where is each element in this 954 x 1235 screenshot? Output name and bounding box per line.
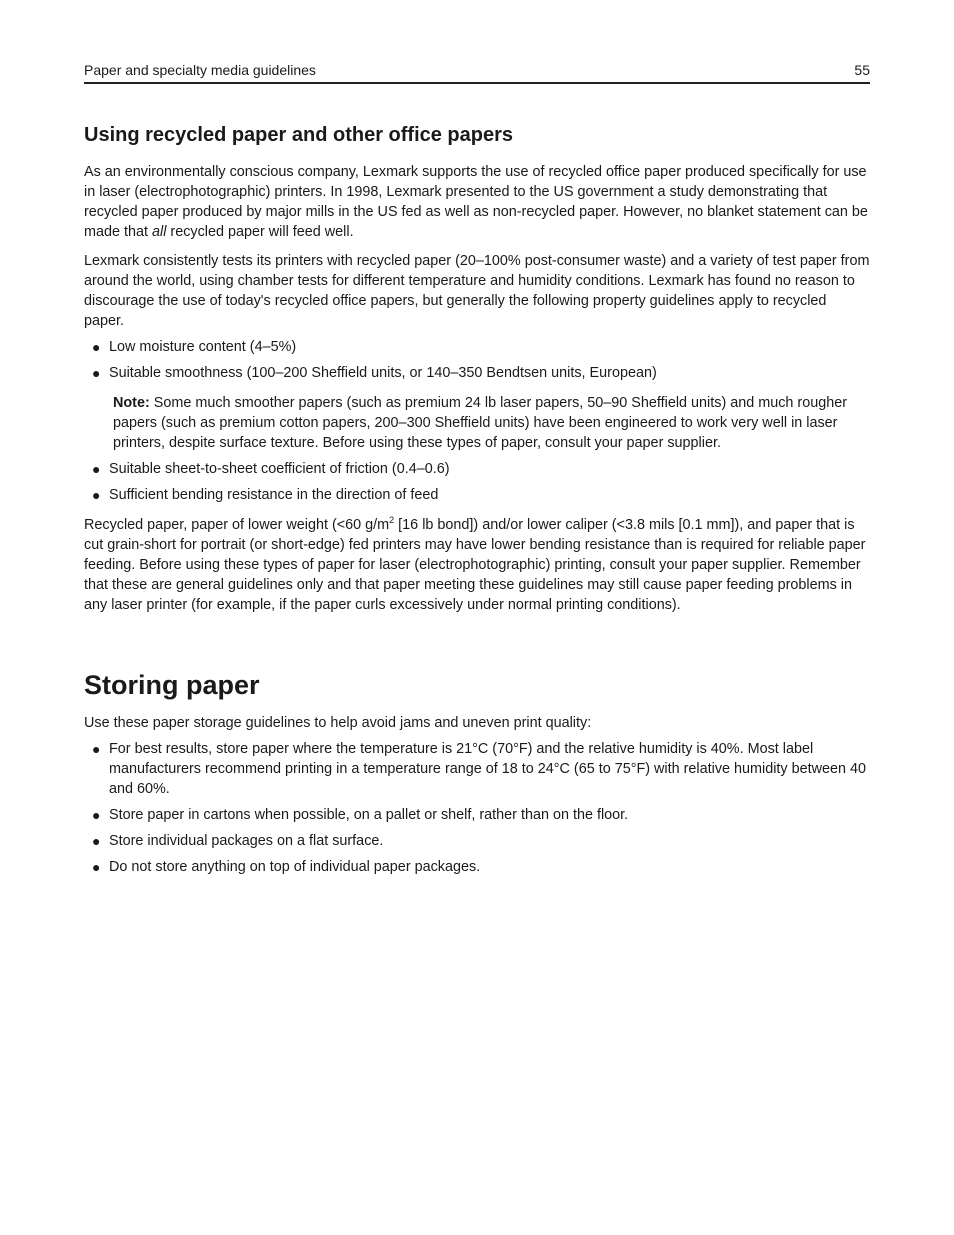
bullet-icon: ●	[92, 365, 101, 381]
list-item-text: For best results, store paper where the temperature is 21°C (70°F) and the relative humidity is 40%. Most label manufacturers recommend printing in a temperature range of 18 to 24°C (65 to 75°F) with relative humidity between 40 and 60%.	[109, 741, 867, 797]
recycled-paragraph-3-text-a: Recycled paper, paper of lower weight (<60 g/m	[84, 517, 390, 533]
bullet-icon: ●	[92, 859, 101, 875]
section-heading-recycled: Using recycled paper and other office papers	[84, 124, 514, 146]
header-page-number: 55	[854, 62, 870, 78]
note-block	[113, 393, 870, 453]
header-section-title: Paper and specialty media guidelines	[84, 62, 316, 78]
recycled-paragraph-3-text-b: [16 lb bond]) and/or lower caliper (<3.8 mils [0.1 mm]), and paper that is cut grain-short for portrait (or short-edge) fed printers may have lower bending resistance than is required for reliable paper feeding. Before using these types of paper for laser (electrophotographic) printing, consult your paper supplier. Remember that these are general guidelines only and that paper meeting these guidelines may still cause paper feeding problems in any laser printer (for example, if the paper curls excessively under normal printing conditions).	[84, 517, 866, 613]
recycled-paragraph-1-text-a: As an environmentally conscious company, Lexmark supports the use of recycled office paper produced specifically for use in laser (electrophotographic) printers. In 1998, Lexmark presented to the US government a study demonstrating that recycled paper produced by major mills in the US fed as well as non-recycled paper. However, no blanket statement can be made that	[84, 164, 868, 240]
list-item-text: Store paper in cartons when possible, on a pallet or shelf, rather than on the floor.	[109, 807, 629, 823]
superscript: 2	[389, 515, 395, 526]
list-item-text: Suitable sheet-to-sheet coefficient of friction (0.4–0.6)	[109, 461, 450, 477]
list-item-text: Store individual packages on a flat surface.	[109, 833, 384, 849]
list-item-text: Low moisture content (4–5%)	[109, 339, 297, 355]
list-item-text: Suitable smoothness (100–200 Sheffield units, or 140–350 Bendtsen units, European)	[109, 365, 657, 381]
recycled-paragraph-2: Lexmark consistently tests its printers with recycled paper (20–100% post-consumer waste) and a variety of test paper from around the world, using chamber tests for different temperature and humidity conditions. Lexmark has found no reason to discourage the use of today's recycled office papers, but generally the following property guidelines apply to recycled paper.	[84, 253, 870, 329]
page-header	[84, 60, 870, 84]
bullet-icon: ●	[92, 741, 101, 757]
bullet-icon: ●	[92, 833, 101, 849]
section-heading-storing: Storing paper	[84, 670, 260, 700]
storing-intro: Use these paper storage guidelines to help avoid jams and uneven print quality:	[84, 715, 592, 731]
note-text: Some much smoother papers (such as premium 24 lb laser papers, 50–90 Sheffield units) and much rougher papers (such as premium cotton papers, 200–300 Sheffield units) have been engineered to work very well in laser printers, despite surface texture. Before using these types of paper, consult your paper supplier.	[113, 395, 848, 451]
recycled-paragraph-1-emphasis: all	[152, 224, 167, 240]
bullet-icon: ●	[92, 807, 101, 823]
note-label: Note:	[113, 395, 150, 411]
recycled-paragraph-3	[84, 515, 870, 615]
bullet-icon: ●	[92, 339, 101, 355]
recycled-paragraph-1-text-b: recycled paper will feed well.	[166, 224, 354, 240]
list-item-text: Sufficient bending resistance in the direction of feed	[109, 487, 439, 503]
list-item-text: Do not store anything on top of individual paper packages.	[109, 859, 481, 875]
bullet-icon: ●	[92, 461, 101, 477]
bullet-icon: ●	[92, 487, 101, 503]
recycled-paragraph-1	[84, 162, 870, 242]
